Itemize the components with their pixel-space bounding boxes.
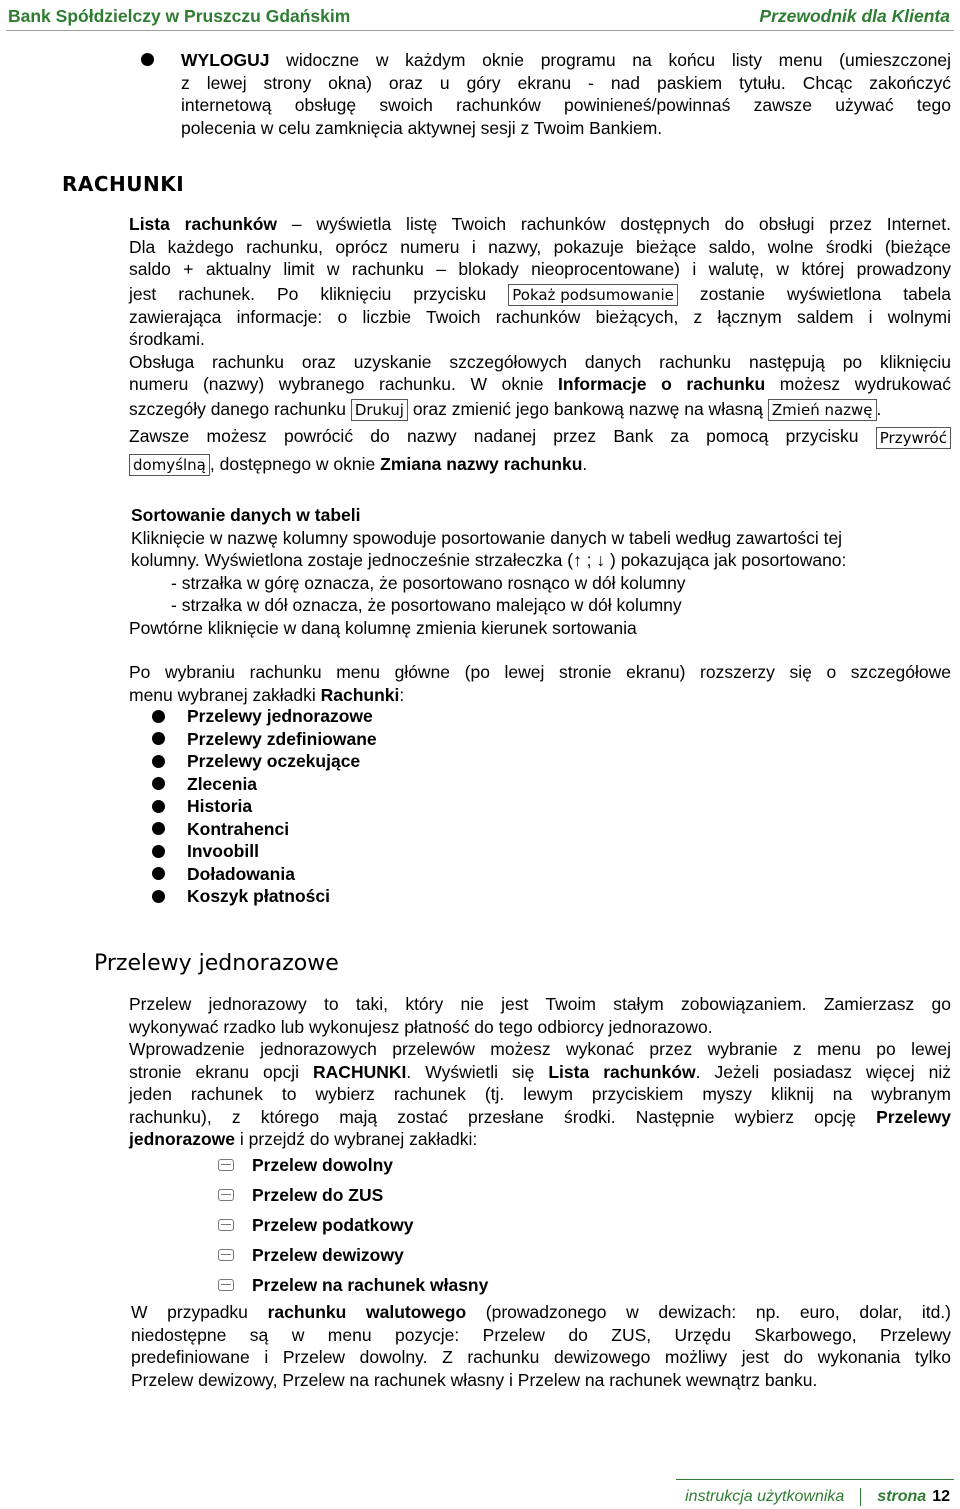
transfer-types-list [218, 1150, 488, 1300]
sorting-title: Sortowanie danych w tabeli [131, 505, 361, 525]
footer-guide-label: instrukcja użytkownika [685, 1488, 845, 1505]
document-icon [218, 1249, 234, 1261]
footer-separator [860, 1488, 861, 1506]
document-icon [218, 1159, 234, 1171]
footer-page-label: strona [877, 1488, 927, 1505]
restore-default-button-part1[interactable]: Przywróć [876, 427, 951, 449]
bullet-icon [152, 822, 165, 835]
wyloguj-description: WYLOGUJ widoczne w każdym oknie programu na końcu listy menu (umieszczonej z lewej strony okna) oraz u góry ekranu - nad paskiem tytułu. Chcąc zakończyć internetową obsługę swoich rachunków powinieneś/powinnaś zawsze używać tego polecenia w celu zamknięcia aktywnej sesji z Twoim Bankiem. [181, 50, 951, 138]
list-item: Przelew do ZUS [218, 1180, 488, 1210]
sorting-section: Sortowanie danych w tabeli Kliknięcie w nazwę kolumny spowoduje posortowanie danych w tabeli według zawartości tej kolumny. Wyświetlona zostaje jednocześnie strzałeczka (↑ ; ↓ ) pokazująca jak posortowano: - strzałka w górę oznacza, że posortowano rosnąco w dół kolumny - strzałka w dół oznacza, że posortowano malejąco w dół kolumny Powtórne kliknięcie w daną kolumnę zmienia kierunek sortowania [131, 504, 951, 639]
list-item: Koszyk płatności [152, 885, 377, 908]
bullet-icon [152, 867, 165, 880]
print-button[interactable]: Drukuj [351, 399, 408, 421]
bullet-icon [141, 53, 154, 66]
lista-rachunkow-section: Lista rachunków – wyświetla listę Twoich rachunków dostępnych do obsługi przez Internet. Dla każdego rachunku, oprócz numeru i nazwy, pokazuje bieżące saldo, wolne środki (bieżące saldo + aktualny limit w rachunku – blokady nieoprocentowane) i walutę, w której prowadzony jest rachunek. Po kliknięciu przycisku Pokaż podsumowanie zostanie wyświetlona tabela zawierająca informacje: o liczbie Twoich rachunków bieżących, z łącznym saldem i wolnymi środkami. Obsługa rachunku oraz uzyskanie szczegółowych danych rachunku następują po kliknięciu numeru (nazwy) wybranego rachunku. W oknie Informacje o rachunku możesz wydrukować szczegóły danego rachunku Drukuj oraz zmienić jego bankową nazwę na własną Zmień nazwę . Zawsze możesz powrócić do nazwy nadanej przez Bank za pomocą przycisku Przywróć domyślną , dostępnego w oknie Zmiana nazwy rachunku. [129, 214, 951, 474]
list-item: Kontrahenci [152, 818, 377, 841]
list-item: Przelew dowolny [218, 1150, 488, 1180]
menu-items-list [152, 705, 377, 908]
list-item: Doładowania [152, 863, 377, 886]
header-divider [6, 30, 954, 31]
footer [685, 1486, 950, 1509]
document-icon [218, 1279, 234, 1291]
przelewy-description: Przelew jednorazowy to taki, który nie jest Twoim stałym zobowiązaniem. Zamierzasz go wykonywać rzadko lub wykonujesz płatność do tego odbiorcy jednorazowo. Wprowadzenie jednorazowych przelewów możesz wykonać przez wybranie z menu po lewej stronie ekranu opcji RACHUNKI. Wyświetli się Lista rachunków. Jeżeli posiadasz więcej niż jeden rachunek to wybierz rachunek (tj. lewym przyciskiem myszy kliknij na wybranym rachunku), z którego mają zostać przesłane środki. Następnie wybierz opcję Przelewy jednorazowe i przejdź do wybranej zakładki: [129, 994, 951, 1149]
rename-button[interactable]: Zmień nazwę [768, 399, 877, 421]
menu-intro: Po wybraniu rachunku menu główne (po lewej stronie ekranu) rozszerzy się o szczegółowe menu wybranej zakładki Rachunki: [129, 662, 951, 705]
list-item: Zlecenia [152, 773, 377, 796]
wyloguj-term: WYLOGUJ [181, 50, 270, 70]
section-heading-przelewy: Przelewy jednorazowe [94, 951, 339, 976]
list-item: Przelew dewizowy [218, 1240, 488, 1270]
restore-default-button-part2[interactable]: domyślną [129, 454, 210, 476]
bullet-icon [152, 800, 165, 813]
footer-divider [676, 1479, 954, 1480]
section-label-rachunki: RACHUNKI [62, 172, 185, 196]
bullet-icon [152, 755, 165, 768]
list-item: Przelew podatkowy [218, 1210, 488, 1240]
bullet-icon [152, 732, 165, 745]
list-item: Przelewy zdefiniowane [152, 728, 377, 751]
list-item: Przelew na rachunek własny [218, 1270, 488, 1300]
bullet-icon [152, 890, 165, 903]
header-guide-title: Przewodnik dla Klienta [759, 6, 950, 26]
lista-term: Lista rachunków [129, 214, 278, 234]
bullet-icon [152, 777, 165, 790]
list-item: Przelewy jednorazowe [152, 705, 377, 728]
document-icon [218, 1189, 234, 1201]
bullet-icon [152, 845, 165, 858]
show-summary-button[interactable]: Pokaż podsumowanie [508, 284, 678, 306]
walutowy-note: W przypadku rachunku walutowego (prowadzonego w dewizach: np. euro, dolar, itd.) niedostępne są w menu pozycje: Przelew do ZUS, Urzędu Skarbowego, Przelewy predefiniowane i Przelew dowolny. Z rachunku dewizowego możliwy jest do wykonania tylko Przelew dewizowy, Przelew na rachunek własny i Przelew na rachunek wewnątrz banku. [131, 1302, 952, 1390]
list-item: Invoobill [152, 840, 377, 863]
document-icon [218, 1219, 234, 1231]
list-item: Przelewy oczekujące [152, 750, 377, 773]
list-item: Historia [152, 795, 377, 818]
header-bank-name: Bank Spółdzielczy w Pruszczu Gdańskim [8, 6, 351, 26]
footer-page-number: 12 [932, 1488, 950, 1505]
bullet-icon [152, 710, 165, 723]
